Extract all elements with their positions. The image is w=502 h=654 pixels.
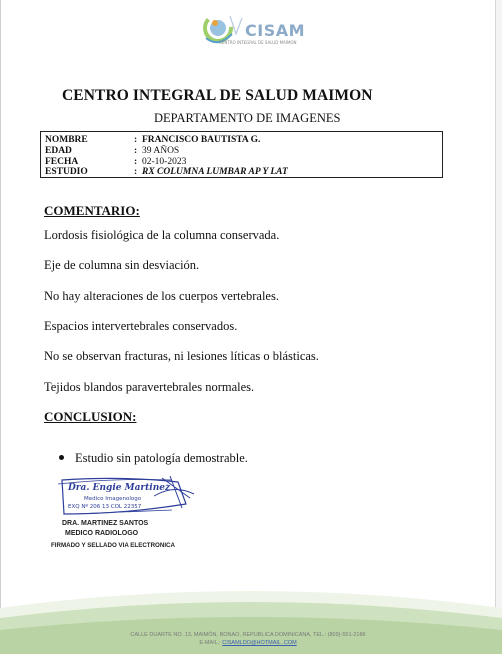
info-value-study: RX COLUMNA LUMBAR AP Y LAT — [142, 167, 288, 177]
info-value-age: 39 AÑOS — [142, 146, 180, 156]
stamp-name: Dra. Engie Martinez — [68, 483, 171, 493]
finding-item: No se observan fracturas, ni lesiones líticas o blásticas. — [44, 349, 319, 363]
bullet-icon — [59, 455, 64, 460]
doctor-stamp — [54, 474, 196, 518]
comment-heading: COMENTARIO: — [44, 203, 140, 218]
info-label: ESTUDIO — [45, 167, 88, 177]
signature-note: FIRMADO Y SELLADO VIA ELECTRONICA — [51, 542, 175, 549]
footer-email-link[interactable]: CISAMLDO@HOTMAIL .COM — [222, 640, 297, 646]
finding-item: No hay alteraciones de los cuerpos vertebrales. — [44, 289, 279, 303]
center-name: CENTRO INTEGRAL DE SALUD MAIMON — [62, 87, 373, 104]
viewer-gutter — [496, 0, 502, 654]
conclusion-heading: CONCLUSION: — [44, 409, 137, 424]
conclusion-item: Estudio sin patología demostrable. — [75, 451, 248, 465]
info-colon: : — [134, 157, 138, 167]
stamp-exequatur: EXQ Nº 206 13 COL 22357 — [68, 504, 142, 510]
patient-info-box — [40, 131, 443, 178]
finding-item: Eje de columna sin desviación. — [44, 258, 200, 272]
finding-item: Lordosis fisiológica de la columna conservada. — [44, 228, 280, 242]
finding-item: Espacios intervertebrales conservados. — [44, 319, 238, 333]
info-label: EDAD — [45, 146, 72, 156]
info-colon: : — [134, 167, 138, 177]
signature-title: MEDICO RADIOLOGO — [65, 530, 139, 537]
logo-subtitle: CENTRO INTEGRAL DE SALUD MAIMON — [219, 40, 297, 45]
info-value-name: FRANCISCO BAUTISTA G. — [142, 135, 261, 145]
info-colon: : — [134, 135, 138, 145]
info-label: NOMBRE — [45, 135, 88, 145]
footer-address: CALLE DUARTE NO. 13, MAIMÓN, BONAO, REPUBLICA DOMINICANA, TEL.: (809)-551-2186 — [130, 632, 366, 638]
info-label: FECHA — [45, 157, 79, 167]
footer-email-line — [0, 640, 496, 646]
footer-email-label: E-MAIL.: — [199, 640, 223, 646]
info-value-date: 02-10-2023 — [142, 157, 187, 167]
department-title: DEPARTAMENTO DE IMAGENES — [154, 111, 341, 125]
stamp-role: Medico Imagenologo — [84, 496, 142, 502]
page-edge-left — [0, 0, 1, 654]
logo-wordmark: CISAM — [245, 21, 306, 40]
signature-doctor: DRA. MARTINEZ SANTOS — [62, 520, 149, 527]
finding-item: Tejidos blandos paravertebrales normales. — [44, 380, 255, 394]
info-colon: : — [134, 146, 138, 156]
cisam-logo — [196, 8, 306, 52]
